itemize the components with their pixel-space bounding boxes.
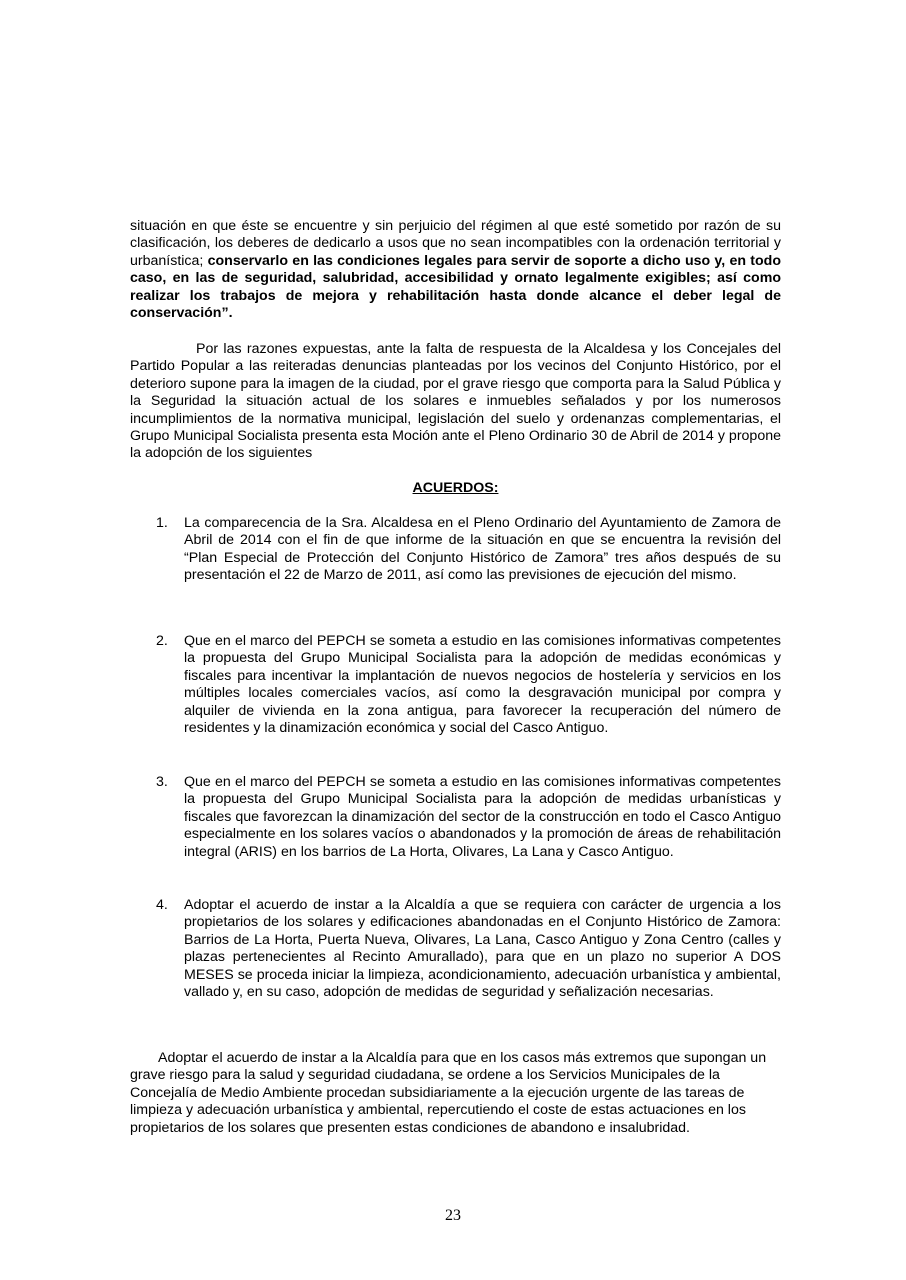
agreement-item-1 — [130, 515, 781, 585]
agreements-heading: ACUERDOS: — [412, 480, 499, 496]
item-number: 3. — [156, 774, 168, 790]
item-text: Que en el marco del PEPCH se someta a estudio en las comisiones informativas competentes la propuesta del Grupo Municipal Socialista para la adopción de medidas económicas y fiscales para incentivar la implantación de nuevos negocios de hostelería y servicios en los múltiples locales comerciales vacíos, así como la desgravación municipal por compra y alquiler de vivienda en la zona antigua, para favorecer la recuperación del número de residentes y la dinamización económica y social del Casco Antiguo. — [184, 633, 781, 737]
paragraph-normal-text: situación en que éste se encuentre y sin perjuicio del régimen al que esté sometido por razón de su clasificación, los deberes de dedicarlo a usos que no sean incompatibles con la ordenación territorial y urbanística; — [130, 218, 781, 269]
paragraph-bold-text: conservarlo en las condiciones legales para servir de soporte a dicho uso y, en todo caso, en las de seguridad, salubridad, accesibilidad y ornato legalmente exigibles; así como realizar los trabajos de mejora y rehabilitación hasta donde alcance el deber legal de conservación”. — [130, 252, 781, 322]
item-text: Que en el marco del PEPCH se someta a estudio en las comisiones informativas competentes la propuesta del Grupo Municipal Socialista para la adopción de medidas urbanísticas y fiscales que favorezcan la dinamización del sector de la construcción en todo el Casco Antiguo especialmente en los solares vacíos o abandonados y la promoción de áreas de rehabilitación integral (ARIS) en los barrios de La Horta, Olivares, La Lana y Casco Antiguo. — [184, 774, 781, 860]
agreement-item-4 — [130, 897, 781, 1001]
item-number: 1. — [156, 515, 168, 531]
item-number: 2. — [156, 633, 168, 649]
paragraph-reasons: Por las razones expuestas, ante la falta de respuesta de la Alcaldesa y los Concejales del Partido Popular a las reiteradas denuncias planteadas por los vecinos del Conjunto Histórico, por el deterioro supone para la imagen de la ciudad, por el grave riesgo que comporta para la Salud Pública y la Seguridad la situación actual de los solares e inmuebles señalados y por los numerosos incumplimientos de la normativa municipal, legislación del suelo y ordenanzas complementarias, el Grupo Municipal Socialista presenta esta Moción ante el Pleno Ordinario 30 de Abril de 2014 y propone la adopción de los siguientes — [130, 341, 781, 462]
page-number: 23 — [445, 1207, 461, 1224]
agreement-item-3 — [130, 774, 781, 861]
agreement-item-2 — [130, 633, 781, 737]
item-number: 4. — [156, 897, 168, 913]
item-text: Adoptar el acuerdo de instar a la Alcaldía a que se requiera con carácter de urgencia a los propietarios de los solares y edificaciones abandonadas en el Conjunto Histórico de Zamora: Barrios de La Horta, Puerta Nueva, Olivares, La Lana, Casco Antiguo y Zona Centro (calles y plazas pertenecientes al Recinto Amurallado), para que en un plazo no superior A DOS MESES se proceda iniciar la limpieza, acondicionamiento, adecuación urbanística y ambiental, vallado y, en su caso, adopción de medidas de seguridad y señalización necesarias. — [184, 897, 781, 1001]
item-text: La comparecencia de la Sra. Alcaldesa en el Pleno Ordinario del Ayuntamiento de Zamora de Abril de 2014 con el fin de que informe de la situación en que se encuentra la revisión del “Plan Especial de Protección del Conjunto Histórico de Zamora” tres años después de su presentación el 22 de Marzo de 2011, así como las previsiones de ejecución del mismo. — [184, 515, 781, 584]
paragraph-conservation-duty — [130, 218, 781, 322]
paragraph-final-agreement: Adoptar el acuerdo de instar a la Alcaldía para que en los casos más extremos que supongan un grave riesgo para la salud y seguridad ciudadana, se ordene a los Servicios Municipales de la Concejalía de Medio Ambiente procedan subsidiariamente a la ejecución urgente de las tareas de limpieza y adecuación urbanística y ambiental, repercutiendo el coste de estas actuaciones en los propietarios de los solares que presenten estas condiciones de abandono e insalubridad. — [130, 1050, 767, 1136]
